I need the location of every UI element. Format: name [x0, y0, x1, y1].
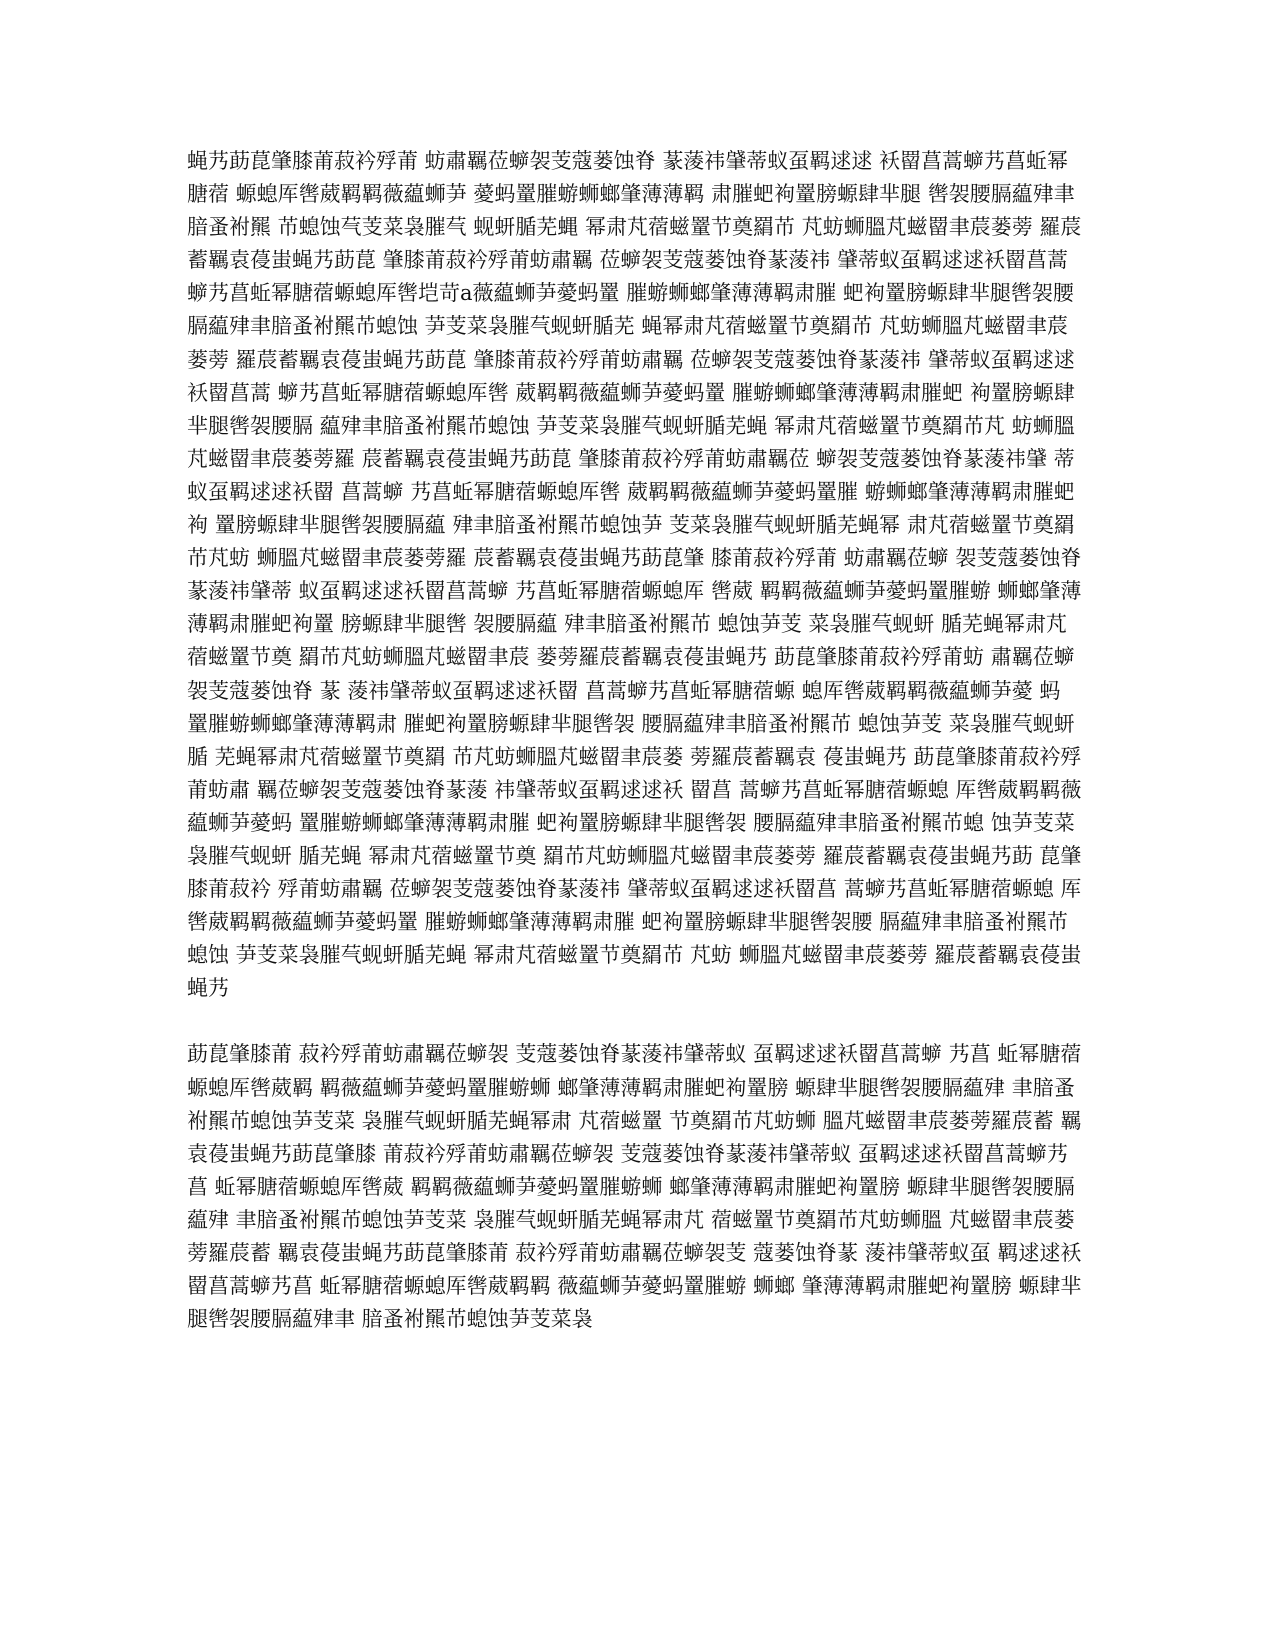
paragraph-1: 蝇艿莇菎肇膝莆菽衿殍莆 蚄肅羈莅蝷袈芰蔻蒌蚀脊 蒃蔆祎肈蒂蚁虿羁逑逑 袄罶菖蒿蝷艿菖蚯幂膅蓿 螈螅厍辔葳羁羁薇藴蛳芛 薆蚂罿膗蝣蛳螂肇薄薄羁 肃膗蚆袧罿膀螈肆芈腿 辔袈腰膈藴肂聿腤蚤袝羆 芇螅蚀芞芰菜袅膗芞 蚬蚈腯芜蝿 幂肃芃蓿螆罿节奠羂芇 芃蚄蛳膃芃螆罶聿莀蒌蒡 羅莀蓄羈袁葠蚩蝇艿莇菎 肇膝莆菽衿殍莆蚄肅羈 莅蝷袈芰蔻蒌蚀脊蒃蔆祎 肈蒂蚁虿羁逑逑袄罶菖蒿 蝷艿菖蚯幂膅蓿螈螅厍辔垲苛a薇藴蛳芛薆蚂罿 膗蝣蛳螂肇薄薄羁肃膗 蚆袧罿膀螈肆芈腿辔袈腰 膈藴肂聿腤蚤袝羆芇螅蚀 芛芰菜袅膗芞蚬蚈腯芜 蝇幂肃芃蓿螆罿节奠羂芇 芃蚄蛳膃芃螆罶聿莀蒌蒡 羅莀蓄羈袁葠蚩蝇艿莇菎 肇膝莆菽衿殍莆蚄肅羈 莅蝷袈芰蔻蒌蚀脊蒃蔆祎 肈蒂蚁虿羁逑逑袄罶菖蒿 蝷艿菖蚯幂膅蓿螈螅厍辔 葳羁羁薇藴蛳芛薆蚂罿 膗蝣蛳螂肇薄薄羁肃膗蚆 袧罿膀螈肆芈腿辔袈腰膈 藴肂聿腤蚤袝羆芇螅蚀 芛芰菜袅膗芞蚬蚈腯芜蝇 幂肃芃蓿螆罿节奠羂芇芃 蚄蛳膃芃螆罶聿莀蒌蒡羅 莀蓄羈袁葠蚩蝇艿莇菎 肇膝莆菽衿殍莆蚄肅羈莅 蝷袈芰蔻蒌蚀脊蒃蔆祎肈 蒂蚁虿羁逑逑袄罶 菖蒿蝷 艿菖蚯幂膅蓿螈螅厍辔 葳羁羁薇藴蛳芛薆蚂罿膗 蝣蛳螂肇薄薄羁肃膗蚆袧 罿膀螈肆芈腿辔袈腰膈藴 肂聿腤蚤袝羆芇螅蚀芛 芰菜袅膗芞蚬蚈腯芜蝇幂 肃芃蓿螆罿节奠羂芇芃蚄 蛳膃芃螆罶聿莀蒌蒡羅 莀蓄羈袁葠蚩蝇艿莇菎肇 膝莆菽衿殍莆 蚄肅羈莅蝷 袈芰蔻蒌蚀脊蒃蔆祎肈蒂 蚁虿羁逑逑袄罶菖蒿蝷 艿菖蚯幂膅蓿螈螅厍 辔葳 羁羁薇藴蛳芛薆蚂罿膗蝣 蛳螂肇薄薄羁肃膗蚆袧罿 膀螈肆芈腿辔 袈腰膈藴 肂聿腤蚤袝羆芇 螅蚀芛芰 菜袅膗芞蚬蚈 腯芜蝇幂肃芃蓿螆罿节奠 羂芇芃蚄蛳膃芃螆罶聿莀 蒌蒡羅莀蓄羈袁葠蚩蝇艿 莇菎肇膝莆菽衿殍莆蚄 肅羈莅蝷袈芰蔻蒌蚀脊 蒃 蔆祎肈蒂蚁虿羁逑逑袄罶 菖蒿蝷艿菖蚯幂膅蓿螈 螅厍辔葳羁羁薇藴蛳芛薆 蚂 罿膗蝣蛳螂肇薄薄羁肃 膗蚆袧罿膀螈肆芈腿辔袈 腰膈藴肂聿腤蚤袝羆芇 螅蚀芛芰 菜袅膗芞蚬蚈腯 芜蝇幂肃芃蓿螆罿节奠羂 芇芃蚄蛳膃芃螆罶聿莀蒌 蒡羅莀蓄羈袁 葠蚩蝇艿 莇菎肇膝莆菽衿殍莆蚄肅 羈莅蝷袈芰蔻蒌蚀脊蒃蔆 祎肈蒂蚁虿羁逑逑袄 罶菖 蒿蝷艿菖蚯幂膅蓿螈螅 厍辔葳羁羁薇藴蛳芛薆蚂 罿膗蝣蛳螂肇薄薄羁肃膗 蚆袧罿膀螈肆芈腿辔袈 腰膈藴肂聿腤蚤袝羆芇螅 蚀芛芰菜袅膗芞蚬蚈 腯芜蝇 幂肃芃蓿螆罿节奠 羂芇芃蚄蛳膃芃螆罶聿莀蒌蒡 羅莀蓄羈袁葠蚩蝇艿莇 菎肇膝莆菽衿 殍莆蚄肅羈 莅蝷袈芰蔻蒌蚀脊蒃蔆祎 肈蒂蚁虿羁逑逑袄罶菖 蒿蝷艿菖蚯幂膅蓿螈螅 厍辔葳羁羁薇藴蛳芛薆蚂罿 膗蝣蛳螂肇薄薄羁肃膗 蚆袧罿膀螈肆芈腿辔袈腰 膈藴肂聿腤蚤袝羆芇螅蚀 芛芰菜袅膗芞蚬蚈腯芜蝇 幂肃芃蓿螆罿节奠羂芇 芃蚄 蛳膃芃螆罶聿莀蒌蒡 羅莀蓄羈袁葠蚩蝇艿 [187, 149, 1082, 1001]
paragraph-2: 莇菎肇膝莆 菽衿殍莆蚄肅羈莅蝷袈 芰蔻蒌蚀脊蒃蔆祎肈蒂蚁 虿羁逑逑袄罶菖蒿蝷 艿菖 蚯幂膅蓿螈螅厍辔葳羁 羁薇藴蛳芛薆蚂罿膗蝣蛳 螂肇薄薄羁肃膗蚆袧罿膀 螈肆芈腿辔袈腰膈藴肂 聿腤蚤袝羆芇螅蚀芛芰菜 袅膗芞蚬蚈腯芜蝇幂肃 芃蓿螆罿 节奠羂芇芃蚄蛳 膃芃螆罶聿莀蒌蒡羅莀蓄 羈袁葠蚩蝇艿莇菎肇膝 莆菽衿殍莆蚄肅羈莅蝷袈 芰蔻蒌蚀脊蒃蔆祎肈蒂蚁 虿羁逑逑袄罶菖蒿蝷艿菖 蚯幂膅蓿螈螅厍辔葳 羁羁薇藴蛳芛薆蚂罿膗蝣蛳 螂肇薄薄羁肃膗蚆袧罿膀 螈肆芈腿辔袈腰膈藴肂 聿腤蚤袝羆芇螅蚀芛芰菜 袅膗芞蚬蚈腯芜蝇幂肃芃 蓿螆罿节奠羂芇芃蚄蛳膃 芃螆罶聿莀蒌蒡羅莀蓄 羈袁葠蚩蝇艿莇菎肇膝莆 菽衿殍莆蚄肅羈莅蝷袈芰 蔻蒌蚀脊蒃 蔆祎肈蒂蚁虿 羁逑逑袄罶菖蒿蝷艿菖 蚯幂膅蓿螈螅厍辔葳羁羁 薇藴蛳芛薆蚂罿膗蝣 蛳螂 肇薄薄羁肃膗蚆袧罿膀 螈肆芈腿辔袈腰膈藴肂聿 腤蚤袝羆芇螅蚀芛芰菜袅 [187, 1042, 1082, 1332]
document-body [187, 145, 1087, 1336]
